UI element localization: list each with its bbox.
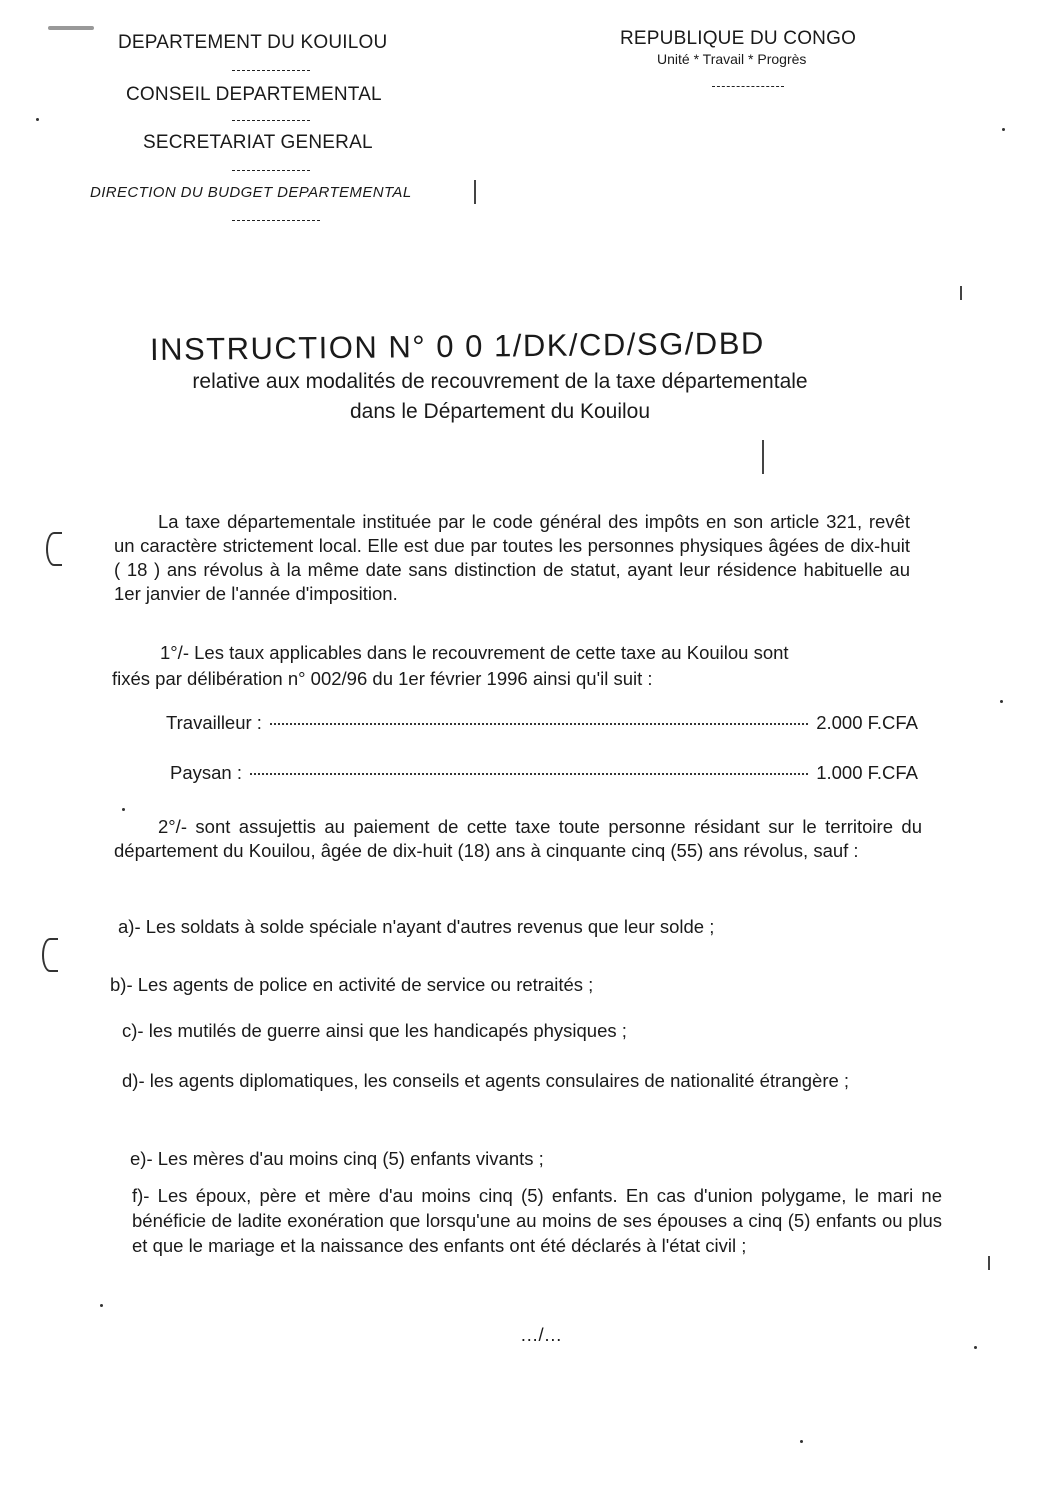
section2-paragraph: 2°/- sont assujettis au paiement de cette taxe toute personne résidant sur le territoire du département du Kouilou, âgée de dix-huit (18) ans à cinquante cinq (55) ans révolus, sauf : xyxy=(114,816,922,861)
section1-line2: fixés par délibération n° 002/96 du 1er février 1996 ainsi qu'il suit : xyxy=(112,668,653,689)
header-divider xyxy=(232,120,310,121)
header-divider xyxy=(712,86,784,87)
header-divider xyxy=(232,170,310,171)
continuation-mark: …/… xyxy=(520,1324,563,1345)
republic-name: REPUBLIQUE DU CONGO xyxy=(620,28,857,49)
scan-speck xyxy=(100,1304,103,1307)
department-name: DEPARTEMENT DU KOUILOU xyxy=(118,32,388,53)
instruction-title: INSTRUCTION N° 0 0 1/DK/CD/SG/DBD xyxy=(149,325,765,367)
dot-leader xyxy=(250,773,808,775)
header-divider xyxy=(232,70,310,71)
direction-name: DIRECTION DU BUDGET DEPARTEMENTAL xyxy=(90,184,412,201)
scan-mark xyxy=(762,440,764,474)
scan-speck xyxy=(800,1440,803,1443)
exemption-item-b: b)- Les agents de police en activité de service ou retraités ; xyxy=(110,974,594,995)
exemption-item-a: a)- Les soldats à solde spéciale n'ayant d'autres revenus que leur solde ; xyxy=(118,916,715,937)
punch-hole-mark xyxy=(42,938,58,972)
scan-speck xyxy=(1000,700,1003,703)
rate-label: Travailleur : xyxy=(166,712,262,733)
exemption-item-f: f)- Les époux, père et mère d'au moins cinq (5) enfants. En cas d'union polygame, le mari ne bénéficie de ladite exonération que lorsqu'une au moins de ses épouses a cinq (5) enfants ou plus et que le mariage et la naissance des enfants ont été déclarés à l'état civil ; xyxy=(132,1185,942,1256)
scan-mark xyxy=(988,1256,990,1270)
section1-line1: 1°/- Les taux applicables dans le recouvrement de cette taxe au Kouilou sont xyxy=(160,642,789,663)
header-divider xyxy=(232,220,320,221)
council-name: CONSEIL DEPARTEMENTAL xyxy=(126,84,382,105)
scan-speck xyxy=(48,26,94,30)
national-motto: Unité * Travail * Progrès xyxy=(657,51,807,67)
exemption-item-d: d)- les agents diplomatiques, les conseils et agents consulaires de nationalité étrangère ; xyxy=(122,1070,850,1091)
scan-speck xyxy=(1002,128,1005,131)
rate-amount: 1.000 F.CFA xyxy=(816,762,918,783)
secretariat-name: SECRETARIAT GENERAL xyxy=(143,132,373,153)
signature-stroke xyxy=(474,180,476,204)
rate-row xyxy=(166,712,918,734)
punch-hole-mark xyxy=(46,532,62,566)
rate-amount: 2.000 F.CFA xyxy=(816,712,918,733)
scan-speck xyxy=(36,118,39,121)
instruction-subtitle-line2: dans le Département du Kouilou xyxy=(349,400,651,423)
exemption-item-c: c)- les mutilés de guerre ainsi que les handicapés physiques ; xyxy=(122,1020,627,1041)
instruction-subtitle-line1: relative aux modalités de recouvrement de la taxe départementale xyxy=(192,370,808,393)
rate-row xyxy=(170,762,918,784)
intro-paragraph: La taxe départementale instituée par le code général des impôts en son article 321, revêt un caractère strictement local. Elle est due par toutes les personnes physiques âgées de dix-huit ( 18 ) ans révolus à la même date sans distinction de statut, ayant leur résidence habituelle au 1er janvier de l'année d'imposition. xyxy=(114,511,910,604)
scan-speck xyxy=(974,1346,977,1349)
scan-mark xyxy=(960,286,962,300)
dot-leader xyxy=(270,723,808,725)
scan-speck xyxy=(122,808,125,811)
exemption-item-e: e)- Les mères d'au moins cinq (5) enfants vivants ; xyxy=(130,1148,544,1169)
rate-label: Paysan : xyxy=(170,762,242,783)
